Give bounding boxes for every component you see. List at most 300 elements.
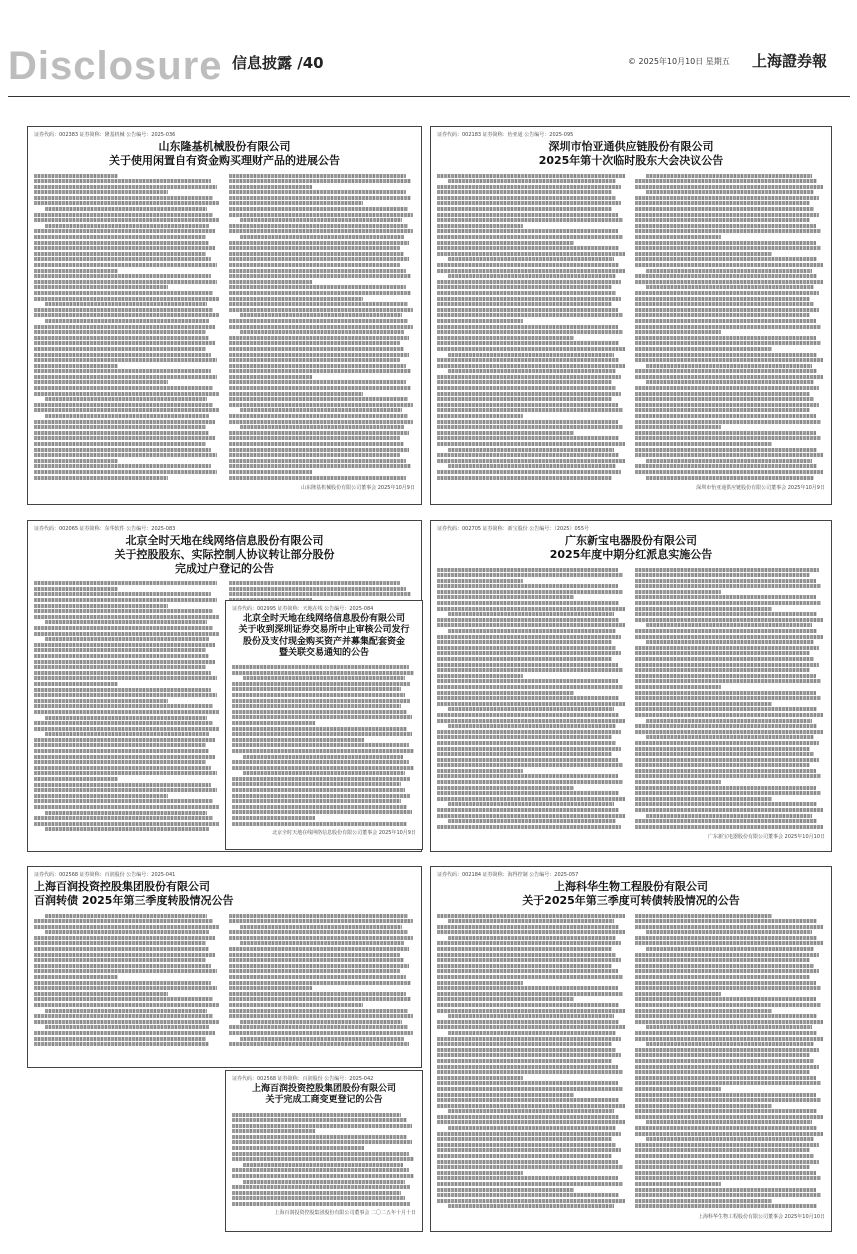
text-line: [229, 442, 404, 446]
text-line: [448, 919, 613, 923]
text-line: [34, 688, 211, 692]
text-line: [635, 741, 819, 745]
text-line: [448, 464, 615, 468]
text-column: [34, 914, 221, 1048]
text-line: [635, 1037, 823, 1041]
text-line: [34, 755, 215, 759]
text-line: [437, 953, 616, 957]
notice-title-line: 暨关联交易通知的公告: [278, 647, 369, 658]
text-line: [635, 1020, 823, 1024]
text-line: [635, 1087, 721, 1091]
text-line: [635, 218, 810, 222]
text-line: [45, 397, 207, 401]
text-line: [635, 568, 819, 572]
text-line: [229, 280, 313, 284]
text-line: [34, 420, 215, 424]
text-line: [45, 620, 207, 624]
text-line: [34, 218, 219, 222]
text-line: [232, 1174, 414, 1178]
text-line: [243, 676, 405, 680]
text-line: [635, 819, 817, 823]
text-column: [232, 665, 416, 826]
text-line: [635, 981, 816, 985]
text-line: [437, 607, 625, 611]
text-line: [229, 353, 410, 357]
text-line: [34, 660, 215, 664]
text-line: [635, 1171, 816, 1175]
text-line: [635, 702, 772, 706]
notice-title-line: 2025年第十次临时股东大会决议公告: [538, 153, 724, 167]
text-line: [646, 364, 811, 368]
text-line: [229, 285, 406, 289]
notice-title-line: 股份及支付现金购买资产并募集配套资金: [242, 636, 405, 647]
text-line: [229, 420, 414, 424]
text-line: [437, 291, 616, 295]
text-line: [34, 241, 209, 245]
text-line: [34, 291, 213, 295]
text-line: [34, 325, 215, 329]
text-line: [437, 201, 621, 205]
text-line: [437, 1081, 618, 1085]
text-line: [635, 825, 823, 829]
notice-title-line: 关于2025年第三季度可转债转股情况的公告: [522, 893, 740, 907]
notice-code: 证券代码：002184 证券简称：海得控制 公告编号：2025-057: [437, 872, 579, 878]
text-line: [635, 291, 819, 295]
text-line: [437, 1160, 618, 1164]
text-line: [232, 671, 414, 675]
text-line: [229, 325, 414, 329]
text-line: [240, 218, 402, 222]
text-line: [232, 1118, 407, 1122]
text-line: [437, 941, 621, 945]
notice-title-line: 北京全时天地在线网络信息股份有限公司: [242, 614, 405, 624]
text-line: [646, 459, 811, 463]
text-line: [635, 657, 814, 661]
text-line: [635, 274, 817, 278]
text-line: [229, 464, 412, 468]
text-line: [437, 618, 619, 622]
text-line: [437, 814, 625, 818]
text-line: [229, 336, 410, 340]
text-line: [437, 1053, 621, 1057]
text-line: [229, 347, 404, 351]
text-line: [646, 1120, 811, 1124]
text-line: [635, 263, 823, 267]
notice-title-line: 完成过户登记的公告: [175, 561, 274, 575]
text-line: [635, 791, 821, 795]
text-line: [229, 581, 401, 585]
text-line: [229, 436, 401, 440]
text-line: [232, 816, 315, 820]
text-line: [448, 1126, 615, 1130]
text-line: [635, 1098, 821, 1102]
text-line: [635, 336, 816, 340]
text-line: [437, 414, 523, 418]
text-line: [635, 375, 823, 379]
text-line: [34, 783, 211, 787]
text-line: [34, 816, 213, 820]
text-line: [437, 476, 612, 480]
text-line: [635, 668, 810, 672]
text-line: [635, 797, 772, 801]
text-line: [437, 573, 623, 577]
text-line: [635, 997, 816, 1001]
text-line: [45, 716, 207, 720]
text-line: [635, 629, 817, 633]
text-line: [34, 274, 211, 278]
text-line: [635, 914, 772, 918]
text-line: [34, 358, 217, 362]
text-line: [635, 235, 721, 239]
text-line: [34, 235, 206, 239]
text-line: [232, 810, 412, 814]
text-line: [437, 595, 574, 599]
text-line: [646, 1042, 813, 1046]
text-line: [34, 632, 219, 636]
text-line: [243, 755, 403, 759]
text-line: [646, 1137, 813, 1141]
text-line: [34, 403, 213, 407]
text-line: [229, 1031, 414, 1035]
text-line: [34, 969, 217, 973]
text-line: [229, 403, 414, 407]
text-line: [437, 392, 621, 396]
text-line: [34, 330, 206, 334]
text-line: [448, 819, 615, 823]
text-line: [232, 732, 412, 736]
text-line: [437, 341, 619, 345]
text-line: [232, 1140, 412, 1144]
text-line: [437, 964, 612, 968]
notice-signature: 北京全时天地在线网络信息股份有限公司董事会 2025年10月9日: [272, 829, 416, 836]
text-line: [232, 777, 410, 781]
text-line: [437, 1098, 619, 1102]
text-line: [437, 958, 621, 962]
header-rule: [8, 96, 850, 97]
text-line: [34, 587, 118, 591]
text-line: [437, 1020, 619, 1024]
text-line: [45, 930, 209, 934]
text-line: [34, 185, 217, 189]
text-line: [437, 986, 618, 990]
text-line: [635, 975, 810, 979]
text-line: [229, 397, 408, 401]
newspaper-logo: 上海證券報: [752, 52, 828, 70]
text-line: [635, 958, 810, 962]
text-line: [635, 436, 821, 440]
text-line: [437, 442, 625, 446]
text-line: [635, 1070, 810, 1074]
text-line: [232, 704, 401, 708]
text-line: [635, 179, 817, 183]
text-line: [437, 1025, 625, 1029]
text-line: [437, 386, 616, 390]
text-line: [437, 408, 623, 412]
text-line: [437, 825, 621, 829]
text-line: [229, 1025, 408, 1029]
text-line: [232, 682, 410, 686]
text-line: [635, 707, 817, 711]
text-line: [229, 196, 412, 200]
text-line: [34, 375, 217, 379]
text-line: [229, 179, 412, 183]
text-line: [448, 257, 613, 261]
text-line: [232, 665, 409, 669]
text-line: [229, 252, 404, 256]
notice-code: 证券代码：002183 证券简称：怡亚通 公告编号：2025-095: [437, 132, 574, 138]
text-line: [34, 364, 118, 368]
text-line: [635, 713, 823, 717]
text-line: [635, 936, 817, 940]
text-line: [437, 302, 612, 306]
text-line: [635, 408, 810, 412]
text-line: [34, 654, 209, 658]
text-line: [232, 710, 407, 714]
text-line: [34, 459, 118, 463]
text-line: [437, 285, 612, 289]
notice-body: [437, 174, 825, 482]
text-line: [34, 682, 118, 686]
text-column: [635, 568, 825, 831]
text-line: [437, 780, 623, 784]
text-line: [437, 470, 621, 474]
text-line: [34, 919, 213, 923]
text-line: [635, 685, 721, 689]
text-line: [635, 308, 819, 312]
text-line: [437, 1137, 612, 1141]
text-line: [437, 308, 618, 312]
text-line: [635, 246, 821, 250]
text-line: [437, 763, 623, 767]
text-line: [34, 174, 118, 178]
text-line: [240, 1020, 402, 1024]
issue-date: © 2025年10月10日 星期五: [628, 57, 730, 66]
text-line: [635, 618, 823, 622]
text-line: [34, 941, 206, 945]
text-line: [437, 975, 623, 979]
text-line: [635, 919, 817, 923]
text-line: [229, 263, 401, 267]
text-line: [646, 476, 813, 480]
text-line: [34, 671, 211, 675]
text-line: [448, 1031, 615, 1035]
text-line: [437, 752, 612, 756]
text-line: [448, 1204, 613, 1208]
text-line: [45, 207, 207, 211]
text-line: [437, 453, 619, 457]
text-line: [448, 724, 615, 728]
text-line: [34, 771, 217, 775]
text-line: [34, 190, 168, 194]
text-line: [229, 964, 410, 968]
text-line: [646, 623, 811, 627]
text-line: [437, 241, 574, 245]
notice-title-line: 关于收到深圳证券交易所中止审核公司发行: [238, 625, 410, 636]
text-line: [34, 925, 219, 929]
text-line: [437, 1143, 616, 1147]
text-line: [635, 207, 814, 211]
text-line: [232, 788, 405, 792]
text-line: [635, 341, 821, 345]
text-line: [635, 280, 823, 284]
text-line: [34, 721, 213, 725]
text-line: [437, 330, 623, 334]
text-line: [34, 805, 219, 809]
text-line: [232, 1185, 410, 1189]
text-line: [646, 640, 813, 644]
text-line: [635, 769, 816, 773]
text-column: [229, 174, 416, 482]
text-line: [34, 448, 211, 452]
text-line: [34, 336, 209, 340]
text-line: [437, 224, 523, 228]
text-line: [34, 738, 215, 742]
text-line: [229, 302, 408, 306]
text-line: [229, 986, 313, 990]
text-line: [635, 470, 823, 474]
text-line: [635, 229, 821, 233]
text-line: [437, 1059, 612, 1063]
text-line: [437, 319, 523, 323]
text-line: [448, 1014, 613, 1018]
text-line: [635, 1176, 821, 1180]
text-line: [437, 1093, 574, 1097]
text-line: [437, 364, 625, 368]
text-line: [646, 285, 813, 289]
notice-body: [232, 1113, 416, 1207]
text-line: [34, 252, 206, 256]
text-line: [232, 799, 401, 803]
text-line: [240, 313, 402, 317]
text-line: [635, 1076, 816, 1080]
text-line: [635, 414, 816, 418]
text-line: [232, 1135, 407, 1139]
text-line: [635, 1204, 817, 1208]
text-line: [34, 425, 206, 429]
text-line: [635, 420, 821, 424]
text-line: [437, 646, 616, 650]
text-line: [437, 1193, 619, 1197]
text-line: [448, 707, 613, 711]
text-line: [635, 925, 823, 929]
text-line: [229, 358, 401, 362]
text-line: [635, 579, 816, 583]
text-line: [635, 464, 817, 468]
text-line: [243, 1180, 405, 1184]
text-line: [437, 190, 612, 194]
text-line: [34, 201, 219, 205]
notice-code: 证券代码：002568 证券简称：百润股份 公告编号：2025-041: [34, 872, 176, 878]
text-line: [448, 629, 615, 633]
text-line: [635, 201, 810, 205]
text-line: [45, 827, 209, 831]
text-line: [229, 213, 414, 217]
text-line: [437, 786, 574, 790]
text-line: [437, 1042, 612, 1046]
text-line: [437, 1009, 625, 1013]
text-line: [646, 380, 813, 384]
text-line: [34, 246, 215, 250]
text-line: [45, 414, 209, 418]
text-line: [437, 1176, 618, 1180]
text-line: [635, 595, 816, 599]
text-line: [635, 1182, 721, 1186]
text-line: [635, 724, 817, 728]
text-line: [437, 336, 574, 340]
text-line: [437, 702, 625, 706]
text-line: [45, 1025, 209, 1029]
text-line: [45, 811, 207, 815]
text-line: [229, 1042, 410, 1046]
text-line: [437, 914, 625, 918]
text-line: [635, 802, 817, 806]
text-line: [635, 752, 814, 756]
text-line: [243, 1163, 403, 1167]
notice-bairun-registration: [225, 1070, 423, 1232]
text-line: [34, 953, 215, 957]
text-line: [229, 369, 412, 373]
text-line: [232, 805, 407, 809]
text-line: [437, 808, 619, 812]
text-line: [448, 448, 613, 452]
text-line: [437, 280, 621, 284]
text-line: [646, 174, 811, 178]
text-line: [232, 1124, 412, 1128]
text-line: [229, 476, 406, 480]
text-line: [229, 386, 412, 390]
text-line: [635, 590, 721, 594]
text-line: [437, 174, 625, 178]
text-line: [34, 179, 211, 183]
text-line: [437, 1115, 619, 1119]
text-line: [45, 319, 209, 323]
text-line: [437, 246, 619, 250]
text-line: [635, 573, 810, 577]
text-line: [635, 1109, 817, 1113]
text-column: [34, 581, 221, 833]
text-line: [34, 464, 211, 468]
text-line: [34, 766, 211, 770]
text-line: [437, 769, 523, 773]
text-line: [635, 808, 823, 812]
text-line: [437, 657, 612, 661]
text-line: [240, 408, 402, 412]
text-line: [437, 1148, 621, 1152]
text-line: [437, 213, 618, 217]
notice-xinbao: [430, 520, 832, 852]
text-line: [229, 241, 410, 245]
text-line: [34, 431, 209, 435]
text-line: [646, 1025, 811, 1029]
text-line: [437, 791, 619, 795]
text-line: [229, 274, 412, 278]
text-line: [635, 674, 816, 678]
text-line: [437, 590, 623, 594]
text-line: [635, 353, 817, 357]
text-line: [232, 1157, 414, 1161]
text-line: [635, 1115, 823, 1119]
text-line: [229, 257, 410, 261]
text-line: [437, 981, 523, 985]
text-line: [635, 1053, 810, 1057]
text-line: [34, 581, 217, 585]
text-line: [635, 612, 817, 616]
text-column: [34, 174, 221, 482]
text-line: [635, 964, 814, 968]
text-line: [229, 341, 401, 345]
text-line: [437, 425, 623, 429]
text-line: [437, 185, 621, 189]
